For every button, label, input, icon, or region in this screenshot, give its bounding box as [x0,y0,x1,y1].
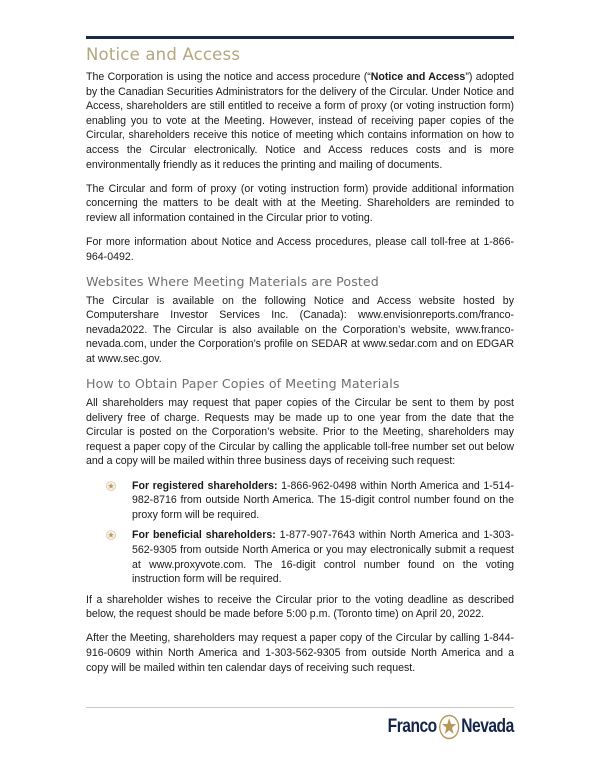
logo-text-nevada: Nevada [461,716,514,737]
shareholder-bullet-list [86,479,514,587]
intro-paragraph: The Corporation is using the notice and access procedure (“Notice and Access”) adopted by the Canadian Securities Administrators for the delivery of the Circular. Under Notice and Access, shareholders are still entitled to receive a form of proxy (or voting instruction form) enabling you to vote at the Meeting. However, instead of receiving paper copies of the Circular, shareholders receive this notice of meeting which contains information on how to access the Circular electronically. Notice and Access reduces costs and is more environmentally friendly as it reduces the printing and mailing of documents. [86,71,514,171]
websites-paragraph: The Circular is available on the following Notice and Access website hosted by Computershare Investor Services Inc. (Canada): www.envisionreports.com/franco-nevada2022. The Circular is also available on the Corporation’s website, www.franco-nevada.com, under the Corporation’s profile on SEDAR at www.sedar.com and on EDGAR at www.sec.gov. [86,294,514,365]
defined-term: Notice and Access [370,71,466,83]
header-rule [86,36,514,39]
toll-free-paragraph: For more information about Notice and Access procedures, please call toll-free at 1-866-964-0492. [86,235,514,263]
star-icon [439,714,460,740]
star-bullet-icon [106,530,116,540]
logo-text-franco: Franco [387,716,437,737]
franco-nevada-logo [388,714,514,740]
websites-heading: Websites Where Meeting Materials are Posted [86,273,379,289]
footer-rule [86,707,514,708]
circular-info-paragraph: The Circular and form of proxy (or voting instruction form) provide additional information concerning the matters to be dealt with at the Meeting. Shareholders are reminded to review all information contained in the Circular prior to voting. [86,182,514,224]
paper-copies-heading: How to Obtain Paper Copies of Meeting Materials [86,376,400,392]
after-meeting-paragraph: After the Meeting, shareholders may request a paper copy of the Circular by calling 1-844-916-0609 within North America and 1-303-562-9305 from outside North America and a copy will be mailed within ten calendar days of receiving such request. [86,632,514,674]
deadline-paragraph: If a shareholder wishes to receive the Circular prior to the voting deadline as described below, the request should be made before 5:00 p.m. (Toronto time) on April 20, 2022. [86,593,514,621]
list-item: For registered shareholders: 1-866-962-0498 within North America and 1-514-982-8716 from outside North America. The 15-digit control number found on the proxy form will be required. [86,479,514,523]
list-item: For beneficial shareholders: 1-877-907-7643 within North America and 1-303-562-9305 from outside North America or you may electronically submit a request at www.proxyvote.com. The 16-digit control number found on the voting instruction form will be required. [86,528,514,586]
document-page [86,36,514,685]
section-title: Notice and Access [86,45,241,64]
paper-copies-paragraph: All shareholders may request that paper copies of the Circular be sent to them by post delivery free of charge. Requests may be made up to one year from the date that the Circular is posted on the Corporation’s website. Prior to the Meeting, shareholders may request a paper copy of the Circular by calling the applicable toll-free number set out below and a copy will be mailed within three business days of receiving such request: [86,397,514,468]
star-bullet-icon [106,481,116,491]
